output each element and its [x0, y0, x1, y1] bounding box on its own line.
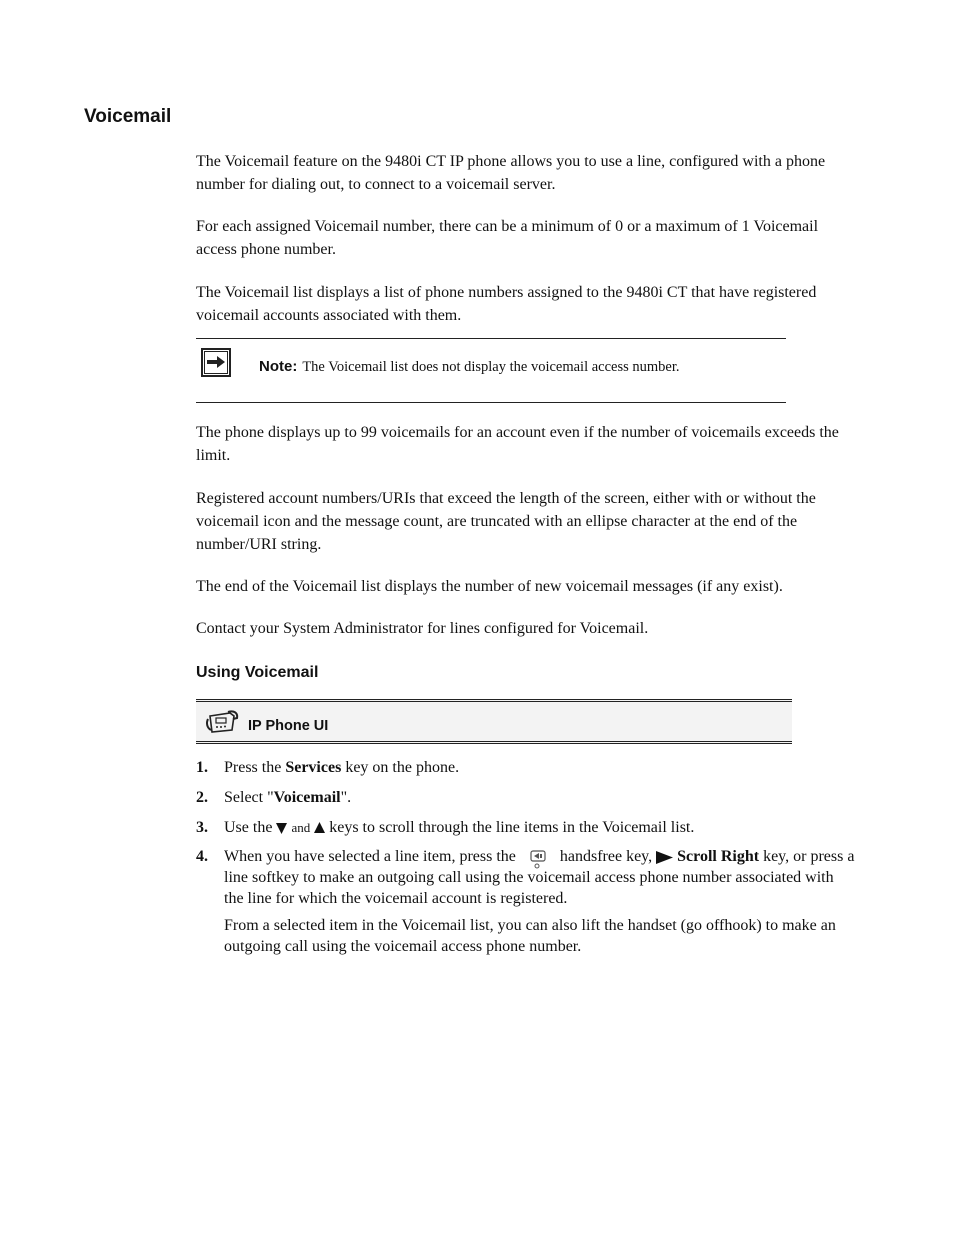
note	[259, 357, 680, 377]
services-key-label: Services	[285, 759, 342, 776]
right-arrow-icon	[656, 851, 673, 864]
step-2-text-pre: Select "	[224, 789, 274, 806]
handsfree-key-icon	[522, 848, 554, 866]
note-text: The Voicemail list does not display the voicemail access number.	[302, 359, 680, 375]
step-4	[224, 846, 856, 909]
step-1-text-post: key on the phone.	[341, 759, 460, 776]
note-bottom-rule	[196, 402, 786, 403]
step-3-text-post: keys to scroll through the line items in the Voicemail list.	[325, 819, 695, 836]
section-heading: Voicemail	[84, 106, 172, 127]
step-4-extra: From a selected item in the Voicemail list, you can also lift the handset (go offhook) to make an outgoing call using the voicemail access phone number.	[224, 917, 836, 955]
step-1-text-pre: Press the	[224, 759, 286, 776]
step-1	[224, 757, 856, 778]
step-number-2: 2.	[196, 789, 208, 806]
step-3	[224, 817, 856, 838]
step-4-text-pre: When you have selected a line item, press the	[224, 848, 520, 865]
phone-icon	[204, 710, 240, 734]
note-top-rule	[196, 338, 786, 339]
scroll-right-key-label: Scroll Right	[677, 848, 760, 865]
paragraph-access-number: For each assigned Voicemail number, there can be a minimum of 0 or a maximum of 1 Voicemail access phone number.	[196, 218, 819, 258]
paragraph-contact-admin: Contact your System Administrator for lines configured for Voicemail.	[196, 620, 649, 637]
step-4-text-mid: handsfree key,	[555, 848, 657, 865]
down-arrow-icon	[276, 822, 287, 834]
paragraph-intro: The Voicemail feature on the 9480i CT IP phone allows you to use a line, configured with a phone number for dialing out, to connect to a voicemail server.	[196, 153, 826, 193]
step-number-4: 4.	[196, 848, 208, 865]
note-label: Note:	[259, 358, 298, 375]
paragraph-list-description: The Voicemail list displays a list of phone numbers assigned to the 9480i CT that have registered voicemail accounts associated with them.	[196, 284, 817, 324]
paragraph-truncation: Registered account numbers/URIs that exceed the length of the screen, either with or without the voicemail icon and the message count, are truncated with an ellipse character at the end of the number/URI string.	[196, 490, 816, 553]
subsection-heading: Using Voicemail	[196, 664, 319, 681]
step-2-text-post: ".	[340, 789, 352, 806]
step-number-3: 3.	[196, 819, 208, 836]
step-2	[224, 787, 856, 808]
up-arrow-icon	[314, 822, 325, 834]
paragraph-new-messages: The end of the Voicemail list displays the number of new voicemail messages (if any exist).	[196, 578, 783, 595]
paragraph-voicemail-limit: The phone displays up to 99 voicemails for an account even if the number of voicemails exceeds the limit.	[196, 424, 839, 464]
step-3-text-pre: Use the	[224, 819, 277, 836]
ip-phone-ui-label: IP Phone UI	[248, 718, 329, 734]
step-4-text-post: key, or press a line softkey to make an outgoing call using the voicemail access phone number associated with the line for which the voicemail account is registered.	[224, 848, 855, 907]
arrow-right-icon	[201, 348, 231, 377]
step-number-1: 1.	[196, 759, 208, 776]
ip-phone-ui-band	[196, 699, 792, 744]
step-3-and: and	[291, 820, 311, 835]
voicemail-option-label: Voicemail	[273, 789, 341, 806]
